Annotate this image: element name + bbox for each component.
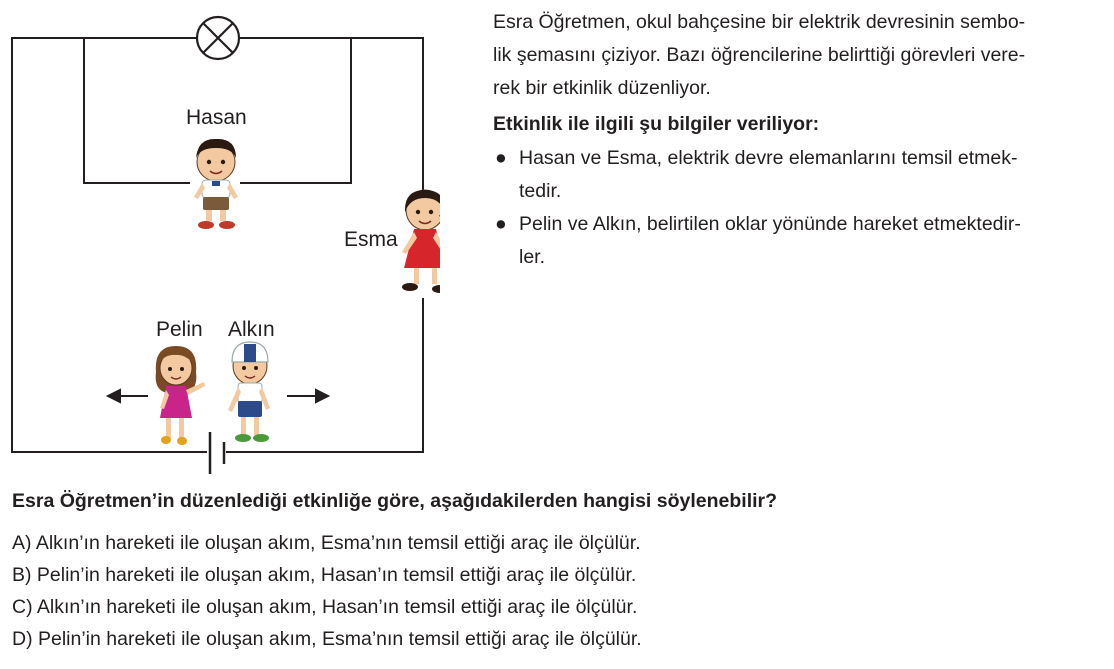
esma-illustration (402, 190, 440, 293)
bullet-line: Hasan ve Esma, elektrik devre elemanlarını temsil etmek- (519, 147, 1018, 169)
alkin-illustration (228, 342, 270, 442)
intro-line: rek bir etkinlik düzenliyor. (493, 77, 711, 99)
bullet-line: ler. (519, 246, 546, 268)
question-prompt: Esra Öğretmen’in düzenlediği etkinliğe göre, aşağıdakilerden hangisi söylenebilir? (12, 490, 778, 512)
bullet-line: Pelin ve Alkın, belirtilen oklar yönünde hareket etmektedir- (519, 213, 1021, 235)
bullet-line: tedir. (519, 180, 562, 202)
arrow-left-icon (108, 390, 148, 402)
arrow-right-icon (287, 390, 328, 402)
option-d[interactable]: D) Pelin’in hareketi ile oluşan akım, Esma’nın temsil ettiği araç ile ölçülür. (12, 628, 642, 650)
lamp-icon (197, 17, 239, 59)
label-pelin: Pelin (156, 318, 203, 341)
info-heading: Etkinlik ile ilgili şu bilgiler veriliyor: (493, 113, 820, 135)
bullet-item (493, 208, 1105, 274)
info-bullet-list (493, 142, 1105, 274)
label-alkin: Alkın (228, 318, 275, 341)
option-b[interactable]: B) Pelin’in hareketi ile oluşan akım, Hasan’ın temsil ettiği araç ile ölçülür. (12, 564, 637, 586)
circuit-wire-inner (84, 38, 190, 183)
label-esma: Esma (344, 228, 398, 251)
option-c[interactable]: C) Alkın’ın hareketi ile oluşan akım, Hasan’ın temsil ettiği araç ile ölçülür. (12, 596, 638, 618)
hasan-illustration (194, 139, 238, 229)
intro-line: Esra Öğretmen, okul bahçesine bir elektrik devresinin sembo- (493, 11, 1026, 33)
battery-icon (210, 432, 224, 474)
pelin-illustration (156, 346, 205, 445)
bullet-item (493, 142, 1105, 208)
option-a[interactable]: A) Alkın’ın hareketi ile oluşan akım, Esma’nın temsil ettiği araç ile ölçülür. (12, 532, 641, 554)
intro-paragraph (493, 6, 1105, 105)
label-hasan: Hasan (186, 106, 247, 129)
bullet-icon: ● (495, 213, 507, 235)
circuit-wire-inner-right (240, 38, 351, 183)
bullet-icon: ● (495, 147, 507, 169)
intro-line: lik şemasını çiziyor. Bazı öğrencilerine belirttiği görevleri vere- (493, 44, 1026, 66)
